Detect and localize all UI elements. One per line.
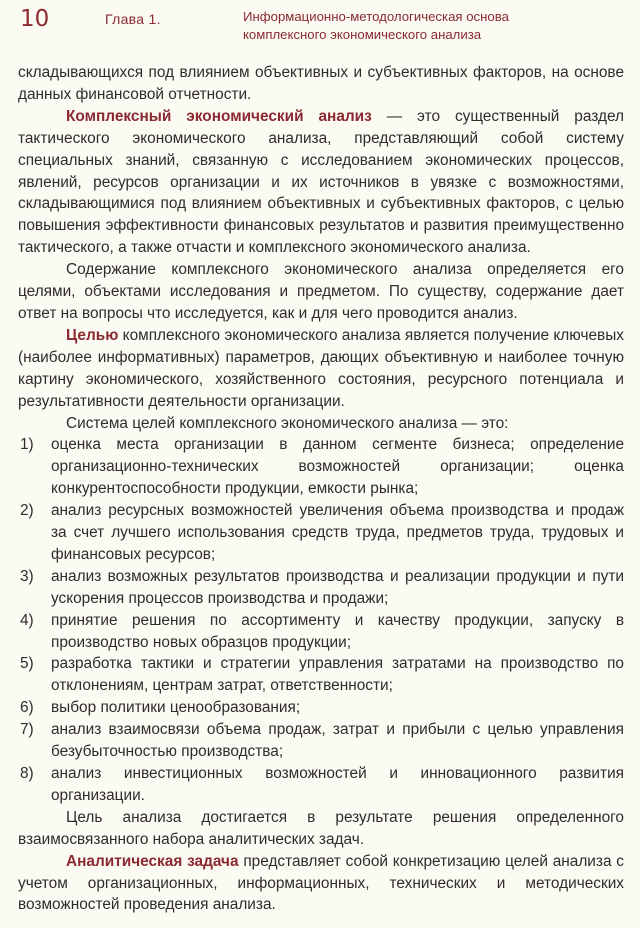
term-complex-analysis: Комплексный экономический анализ bbox=[66, 107, 372, 125]
list-item-text: анализ взаимосвязи объема продаж, затрат и прибыли с целью управления безубыточностью производства; bbox=[51, 721, 624, 761]
page-body bbox=[18, 62, 624, 916]
paragraph-content: Содержание комплексного экономического анализа определяется его целями, объектами исследования и предметом. По существу, содержание дает ответ на вопросы что исследуется, как и для чего проводится анализ. bbox=[18, 261, 624, 322]
running-title bbox=[243, 8, 633, 44]
list-item bbox=[18, 719, 624, 763]
list-item-text: анализ возможных результатов производства и реализации продукции и пути ускорения процессов производства и продажи; bbox=[51, 567, 624, 607]
list-item bbox=[18, 500, 624, 566]
paragraph-analytical-task bbox=[18, 851, 624, 917]
list-item-number: 8) bbox=[20, 765, 34, 782]
analytical-task-text: представляет собой конкретизацию целей анализа с учетом организационных, информационных, технических и методических возможностей проведения анализа. bbox=[18, 852, 625, 914]
list-item-number: 7) bbox=[20, 721, 34, 739]
term-goal: Целью bbox=[66, 326, 119, 344]
goals-list bbox=[18, 434, 624, 806]
running-header bbox=[0, 0, 640, 60]
list-item-number: 5) bbox=[20, 655, 34, 673]
list-item bbox=[18, 566, 624, 610]
list-item-text: принятие решения по ассортименту и качеству продукции, запуску в производство новых образцов продукции; bbox=[51, 611, 624, 651]
list-item-text: выбор политики ценообразования; bbox=[51, 699, 301, 717]
definition-text: — это существенный раздел тактического экономического анализа, представляющий собой систему специальных знаний, связанную с исследованием экономических процессов, явлений, ресурсов организации и их источников в увязке с возможностями, складывающимися под влиянием объективных и субъективных факторов, с целью повышения эффективности финансовых результатов и развития преимущественно тактического, а также отчасти и комплексного экономического анализа. bbox=[18, 107, 624, 257]
list-item bbox=[18, 697, 624, 719]
list-item-number: 6) bbox=[20, 699, 34, 717]
paragraph-goal bbox=[18, 325, 624, 413]
page-number: 10 bbox=[20, 6, 50, 32]
list-item-text: разработка тактики и стратегии управления затратами на производство по отклонениям, центрам затрат, ответственности; bbox=[51, 655, 624, 695]
paragraph-goal-achievement: Цель анализа достигается в результате решения определенного взаимосвязанного набора аналитических задач. bbox=[18, 808, 624, 848]
list-item bbox=[18, 434, 624, 500]
list-item bbox=[18, 610, 624, 654]
list-item bbox=[18, 653, 624, 697]
running-title-line-2: комплексного экономического анализа bbox=[243, 27, 482, 42]
paragraph-continuation: складывающихся под влиянием объективных и субъективных факторов, на основе данных финансовой отчетности. bbox=[18, 64, 624, 103]
paragraph-goal-system: Система целей комплексного экономического анализа — это: bbox=[66, 414, 509, 432]
list-item-number: 4) bbox=[20, 611, 34, 629]
list-item-number: 3) bbox=[20, 567, 34, 585]
list-item-text: оценка места организации в данном сегменте бизнеса; определение организационно-технических возможностей организации; оценка конкурентоспособности продукции, емкости рынка; bbox=[51, 436, 624, 498]
goal-text: комплексного экономического анализа является получение ключевых (наиболее информативных) параметров, дающих объективную и наиболее точную картину экономического, хозяйственного состояния, ресурсного потенциала и результативности деятельности организации. bbox=[18, 326, 624, 410]
term-analytical-task: Аналитическая задача bbox=[66, 852, 239, 870]
paragraph-definition-complex-analysis bbox=[18, 106, 624, 259]
list-item-text: анализ инвестиционных возможностей и инновационного развития организации. bbox=[51, 765, 624, 804]
running-title-line-1: Информационно-методологическая основа bbox=[243, 9, 509, 24]
chapter-label: Глава 1. bbox=[105, 11, 161, 27]
list-item-text: анализ ресурсных возможностей увеличения объема производства и продаж за счет лучшего использования средств труда, предметов труда, трудовых и финансовых ресурсов; bbox=[51, 502, 624, 563]
list-item-number: 1) bbox=[20, 436, 34, 454]
list-item bbox=[18, 763, 624, 807]
list-item-number: 2) bbox=[20, 502, 34, 520]
